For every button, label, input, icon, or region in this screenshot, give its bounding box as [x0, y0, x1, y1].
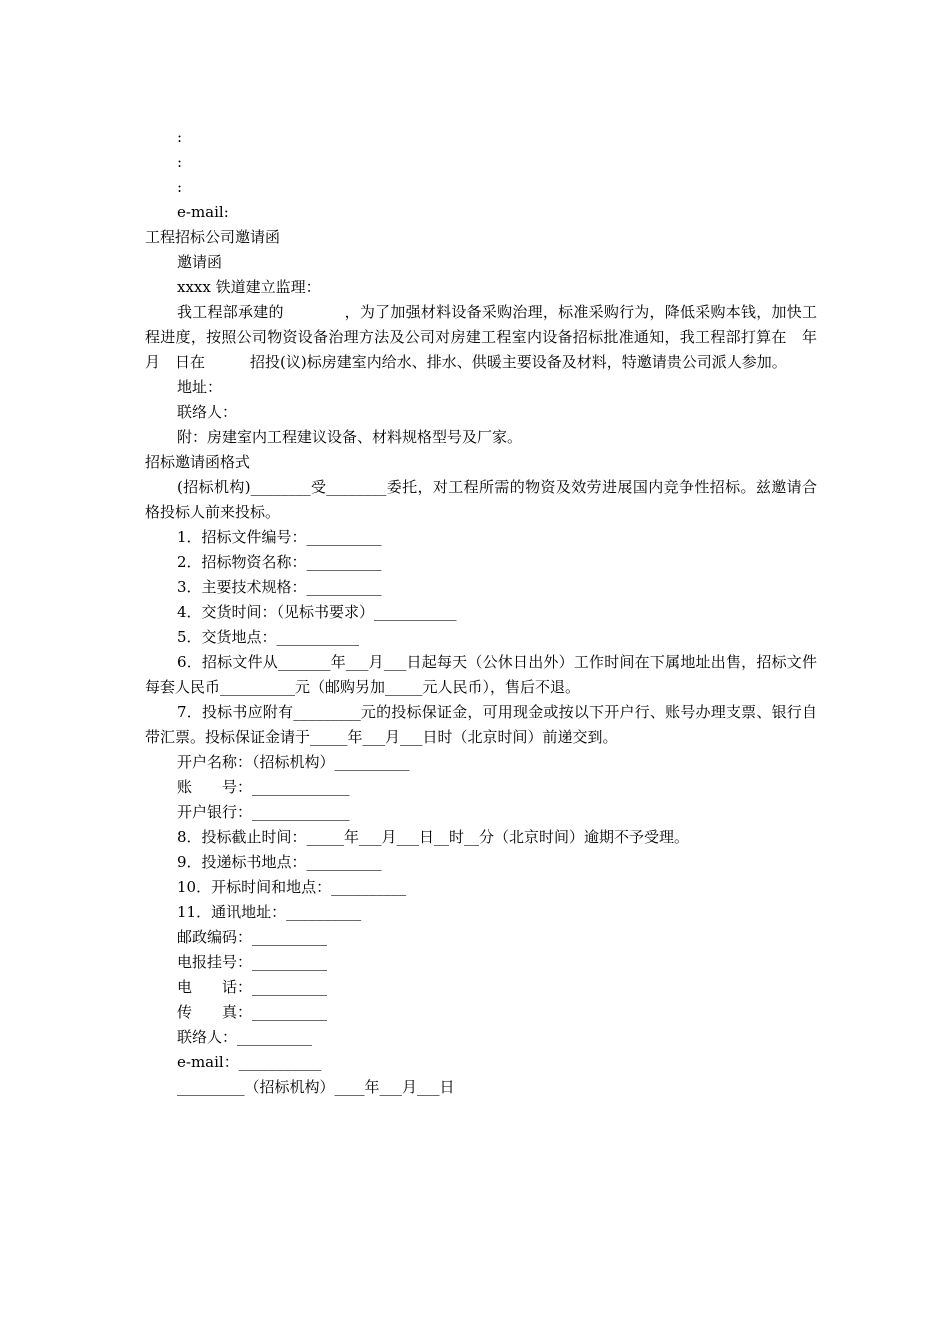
tender-intro-paragraph: (招标机构)________受________委托，对工程所需的物资及效劳进展国内竞争性招标。兹邀请合格投标人前来投标。 [145, 478, 817, 521]
item-4: 4．交货时间：（见标书要求）___________ [177, 603, 457, 621]
item-11: 11．通讯地址：__________ [177, 903, 362, 921]
item-7: 7．投标书应附有_________元的投标保证金，可用现金或按以下开户行、账号办理支票、银行自带汇票。投标保证金请于_____年___月___日时（北京时间）前递交到。 [145, 703, 817, 746]
item-10: 10．开标时间和地点：__________ [177, 878, 407, 896]
document-title-2: 招标邀请函格式 [145, 453, 251, 471]
fax-line: 传 真：__________ [177, 1003, 328, 1021]
document-page [145, 125, 833, 1100]
item-2: 2．招标物资名称：__________ [177, 553, 382, 571]
blank-field-line-2: : [177, 153, 183, 171]
phone-line: 电 话：__________ [177, 978, 328, 996]
item-5: 5．交货地点：___________ [177, 628, 360, 646]
item-9: 9．投递标书地点：__________ [177, 853, 382, 871]
contact-line: 联络人： [177, 403, 238, 421]
postcode-line: 邮政编码：__________ [177, 928, 328, 946]
document-title-1: 工程招标公司邀请函 [145, 228, 281, 246]
contact-line-2: 联络人：__________ [177, 1028, 313, 1046]
email-line-bottom: e-mail：___________ [177, 1053, 322, 1071]
account-name-line: 开户名称：（招标机构）__________ [177, 753, 410, 771]
account-bank-line: 开户银行：_____________ [177, 803, 350, 821]
item-1: 1．招标文件编号：__________ [177, 528, 382, 546]
invitation-subtitle: 邀请函 [177, 253, 223, 271]
addressee-line: xxxx 铁道建立监理： [177, 278, 321, 296]
account-number-line: 账 号：_____________ [177, 778, 350, 796]
address-line: 地址： [177, 378, 223, 396]
email-line-top: e-mail: [177, 203, 229, 221]
blank-field-line-3: : [177, 178, 183, 196]
telegraph-line: 电报挂号：__________ [177, 953, 328, 971]
attachment-line: 附：房建室内工程建议设备、材料规格型号及厂家。 [177, 428, 523, 446]
blank-field-line-1: : [177, 128, 183, 146]
signature-line: _________（招标机构）____年___月___日 [177, 1078, 455, 1096]
item-3: 3．主要技术规格：__________ [177, 578, 382, 596]
invitation-paragraph: 我工程部承建的 ，为了加强材料设备采购治理，标准采购行为，降低采购本钱，加快工程进度，按照公司物资设备治理方法及公司对房建工程室内设备招标批准通知，我工程部打算在 年 月 日在 招投(议)标房建室内给水、排水、供暖主要设备及材料，特邀请贵公司派人参加。 [145, 303, 833, 371]
item-8: 8．投标截止时间：_____年___月___日__时__分（北京时间）逾期不予受理。 [177, 828, 690, 846]
item-6: 6．招标文件从_______年___月___日起每天（公休日出外）工作时间在下属地址出售，招标文件每套人民币__________元（邮购另加_____元人民币），售后不退。 [145, 653, 817, 696]
